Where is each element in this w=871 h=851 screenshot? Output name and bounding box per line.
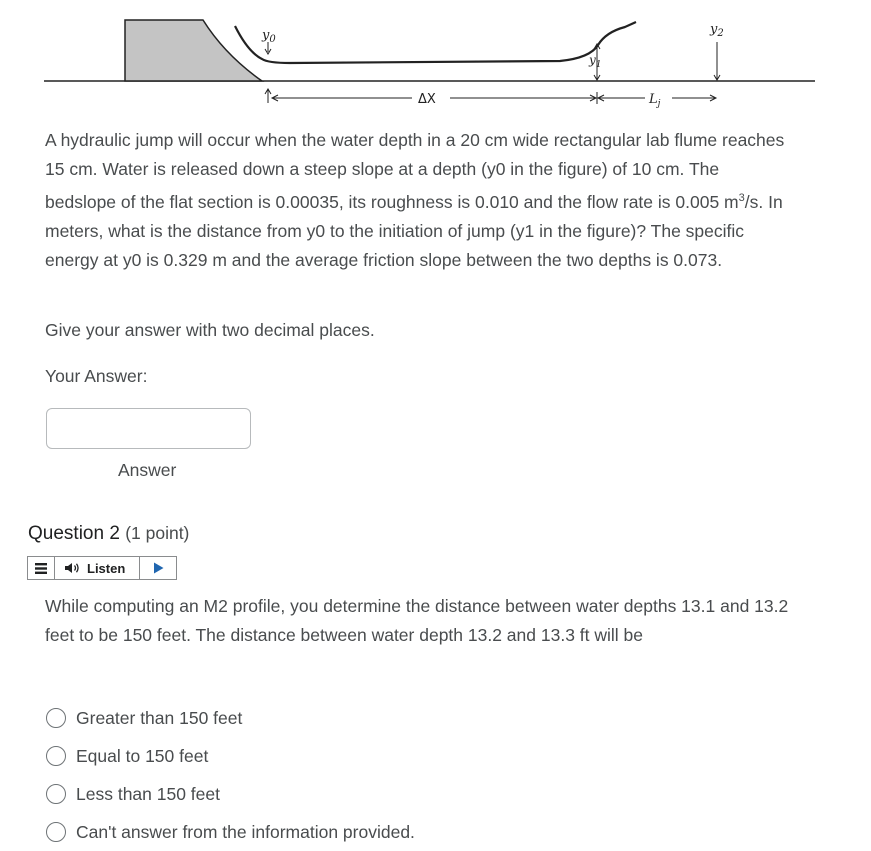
question2-options bbox=[46, 699, 415, 851]
hydraulic-jump-figure bbox=[0, 0, 871, 118]
speaker-icon bbox=[65, 562, 81, 574]
answer-input[interactable] bbox=[46, 408, 251, 449]
question1-instruction: Give your answer with two decimal places. bbox=[45, 320, 375, 340]
water-surface-line bbox=[235, 22, 636, 63]
lj-label: $L_j$ bbox=[649, 92, 661, 109]
question1-text: A hydraulic jump will occur when the water depth in a 20 cm wide rectangular lab flume reaches 15 cm. Water is released down a steep slope at a depth (y0 in the figure) of 10 cm. The bedslope of the flat section is 0.00035, its roughness is 0.010 and the flow rate is 0.005 $m^3/s$. In meters, what is the distance from y0 to the initiation of jump (y1 in the figure)? The specific energy at y0 is 0.329 m and the average friction slope between the two depths is 0.073. bbox=[45, 130, 785, 270]
option-cant-answer[interactable] bbox=[46, 813, 415, 851]
y1-label: $y_1$ bbox=[589, 53, 602, 70]
option-equal[interactable] bbox=[46, 737, 415, 775]
radio-button[interactable] bbox=[46, 746, 66, 766]
listen-button[interactable] bbox=[55, 557, 140, 579]
option-label: Less than 150 feet bbox=[76, 783, 220, 804]
option-greater[interactable] bbox=[46, 699, 415, 737]
play-button[interactable] bbox=[140, 557, 176, 579]
play-icon bbox=[153, 562, 164, 574]
listen-label: Listen bbox=[87, 560, 126, 576]
dx-label: ΔX bbox=[418, 92, 436, 107]
radio-button[interactable] bbox=[46, 708, 66, 728]
menu-icon bbox=[35, 563, 47, 574]
radio-button[interactable] bbox=[46, 822, 66, 842]
listen-toolbar bbox=[27, 556, 177, 580]
reservoir-block bbox=[125, 20, 262, 81]
option-label: Greater than 150 feet bbox=[76, 707, 243, 728]
radio-button[interactable] bbox=[46, 784, 66, 804]
y2-label: $y_2$ bbox=[710, 22, 724, 39]
answer-caption: Answer bbox=[118, 460, 177, 480]
option-label: Equal to 150 feet bbox=[76, 745, 209, 766]
your-answer-label: Your Answer: bbox=[45, 366, 148, 386]
question2-heading: Question 2 (1 point) bbox=[28, 523, 190, 544]
y0-label: $y_0$ bbox=[262, 28, 276, 45]
listen-menu-button[interactable] bbox=[28, 557, 55, 579]
option-label: Can't answer from the information provided. bbox=[76, 821, 415, 842]
question2-text: While computing an M2 profile, you determine the distance between water depths 13.1 and 13.2 feet to be 150 feet. The distance between water depth 13.2 and 13.3 ft will be bbox=[45, 596, 789, 645]
option-less[interactable] bbox=[46, 775, 415, 813]
